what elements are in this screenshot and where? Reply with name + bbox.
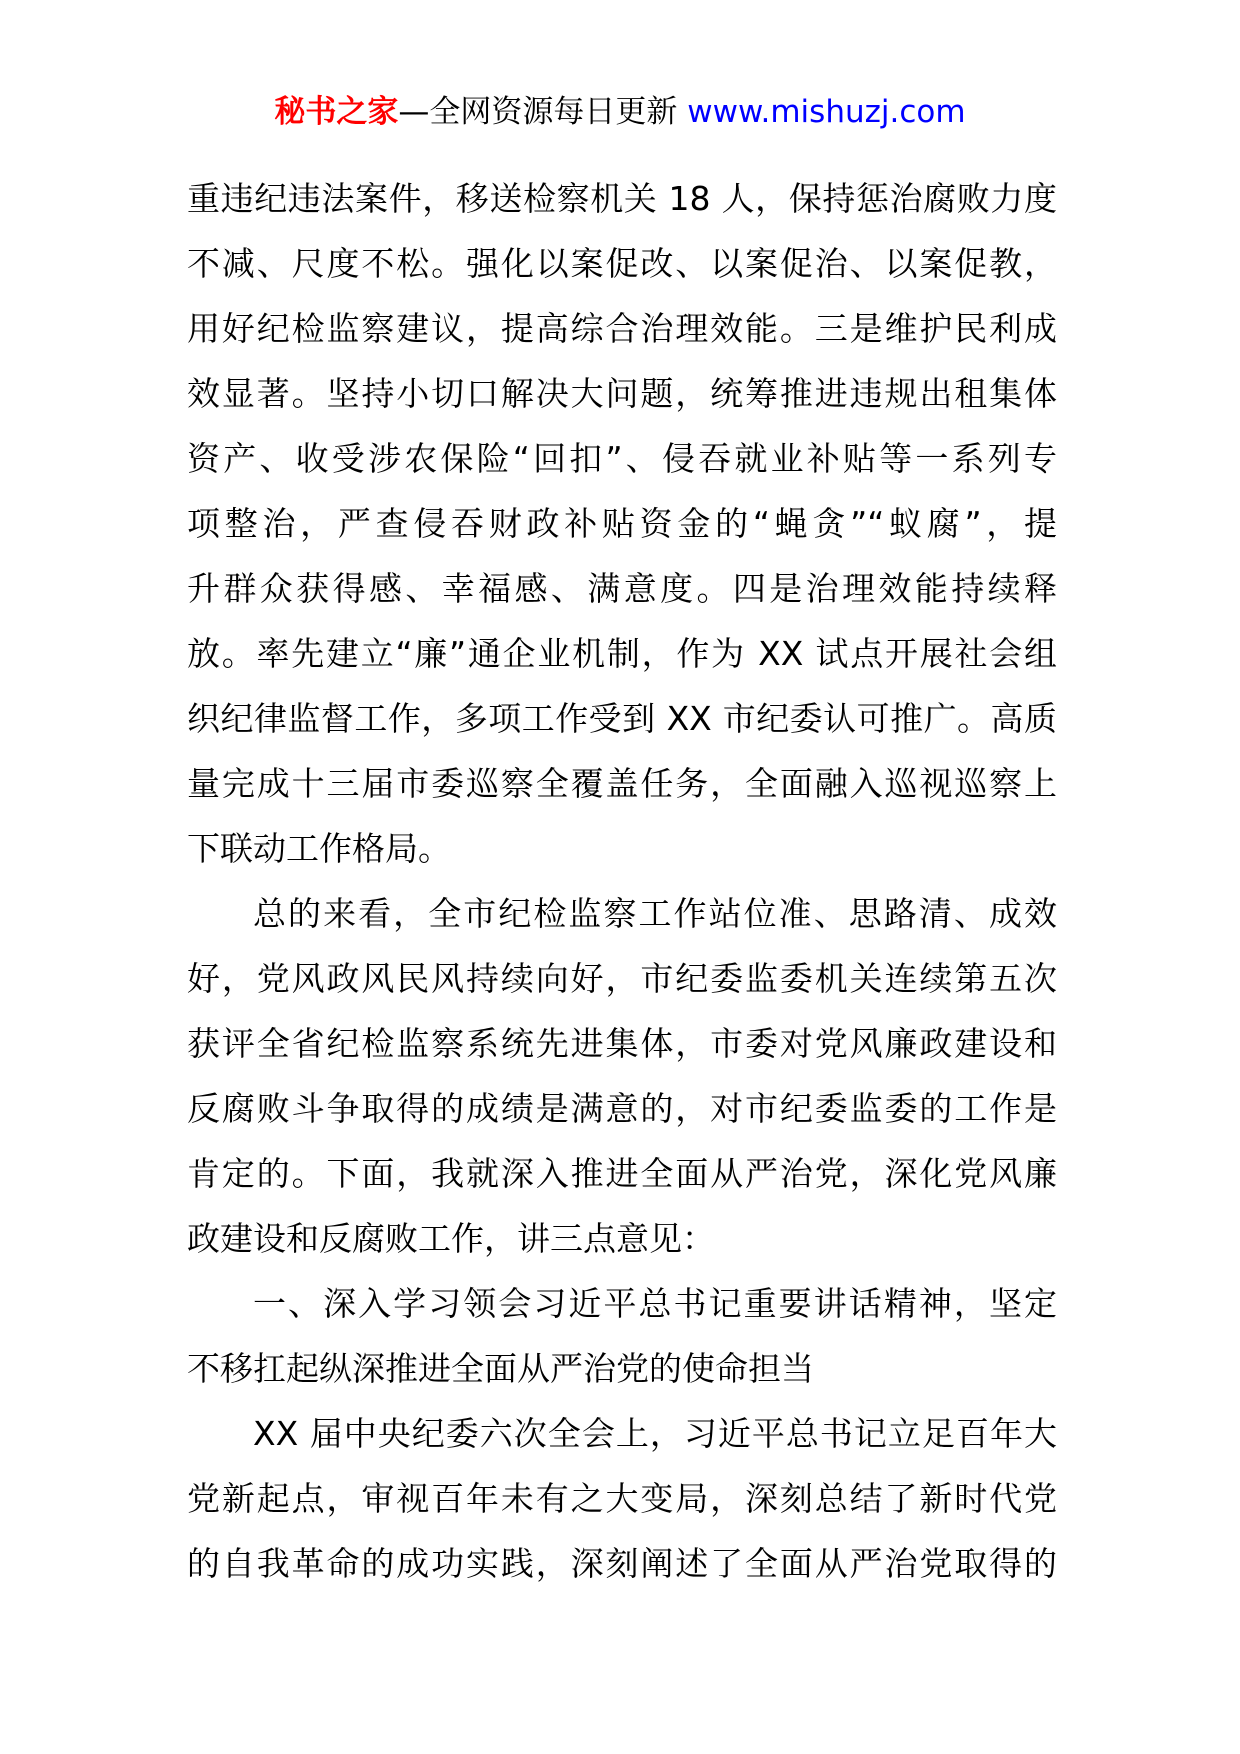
- document-body: [187, 166, 1057, 1596]
- text-line: XX 届中央纪委六次全会上，习近平总书记立足百年大: [253, 1414, 1057, 1453]
- paragraph: [187, 166, 1057, 881]
- text-line: 的自我革命的成功实践，深刻阐述了全面从严治党取得的: [187, 1544, 1057, 1583]
- text-line: 项整治，严查侵吞财政补贴资金的“蝇贪”“蚁腐”，提: [187, 504, 1057, 543]
- text-line: 织纪律监督工作，多项工作受到 XX 市纪委认可推广。高质: [187, 699, 1057, 738]
- text-line: 总的来看，全市纪检监察工作站位准、思路清、成效: [253, 894, 1057, 933]
- text-line: 升群众获得感、幸福感、满意度。四是治理效能持续释: [187, 569, 1057, 608]
- text-line: 肯定的。下面，我就深入推进全面从严治党，深化党风廉: [187, 1154, 1057, 1193]
- text-line: 好，党风政风民风持续向好，市纪委监委机关连续第五次: [187, 959, 1057, 998]
- site-url-link[interactable]: www.mishuzj.com: [687, 94, 966, 130]
- text-line: 重违纪违法案件，移送检察机关 18 人，保持惩治腐败力度: [187, 179, 1057, 218]
- heading-line: 一、深入学习领会习近平总书记重要讲话精神，坚定: [253, 1284, 1057, 1323]
- text-line: 用好纪检监察建议，提高综合治理效能。三是维护民利成: [187, 309, 1057, 348]
- text-line: 下联动工作格局。: [187, 829, 451, 868]
- text-line: 放。率先建立“廉”通企业机制，作为 XX 试点开展社会组: [187, 634, 1057, 673]
- paragraph: [187, 881, 1057, 1271]
- site-brand: 秘书之家: [274, 94, 399, 130]
- site-header: [0, 90, 1240, 134]
- text-line: 量完成十三届市委巡察全覆盖任务，全面融入巡视巡察上: [187, 764, 1057, 803]
- section-heading: [187, 1271, 1057, 1401]
- text-line: 反腐败斗争取得的成绩是满意的，对市纪委监委的工作是: [187, 1089, 1057, 1128]
- paragraph: [187, 1401, 1057, 1596]
- text-line: 党新起点，审视百年未有之大变局，深刻总结了新时代党: [187, 1479, 1057, 1518]
- text-line: 获评全省纪检监察系统先进集体，市委对党风廉政建设和: [187, 1024, 1057, 1063]
- text-line: 资产、收受涉农保险“回扣”、侵吞就业补贴等一系列专: [187, 439, 1057, 478]
- text-line: 效显著。坚持小切口解决大问题，统筹推进违规出租集体: [187, 374, 1057, 413]
- text-line: 不减、尺度不松。强化以案促改、以案促治、以案促教，: [187, 244, 1057, 283]
- heading-line: 不移扛起纵深推进全面从严治党的使命担当: [187, 1349, 814, 1388]
- site-slogan: —全网资源每日更新: [398, 94, 688, 130]
- text-line: 政建设和反腐败工作，讲三点意见：: [187, 1219, 715, 1258]
